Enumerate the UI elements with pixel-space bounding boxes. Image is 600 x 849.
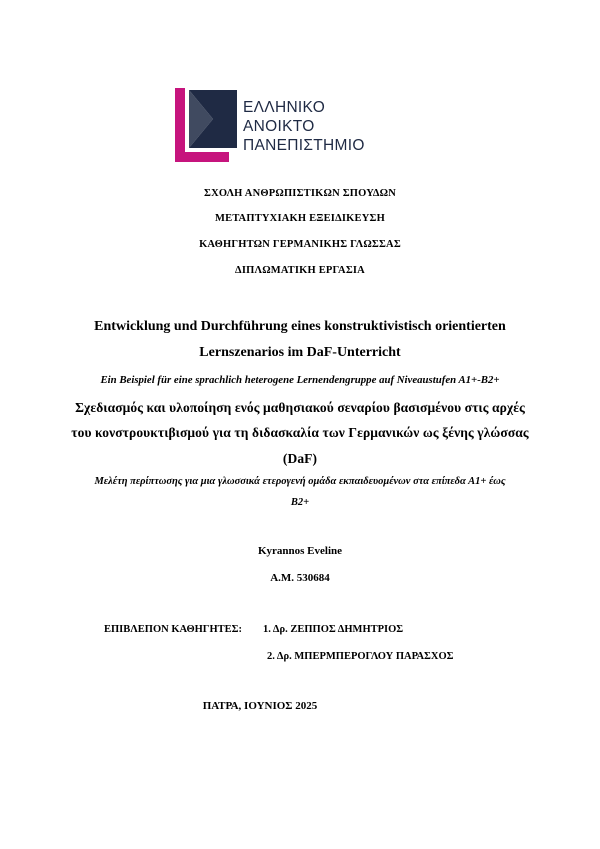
thesis-type: ΔΙΠΛΩΜΑΤΙΚΗ ΕΡΓΑΣΙΑ bbox=[235, 265, 365, 276]
title-de-line-1: Entwicklung und Durchführung eines konstruktivistisch orientierten bbox=[94, 319, 506, 334]
logo-line-3: ΠΑΝΕΠΙΣΤΗΜΙΟ bbox=[243, 137, 365, 154]
logo-line-2: ΑΝΟΙΚΤΟ bbox=[243, 118, 315, 135]
school-name: ΣΧΟΛΗ ΑΝΘΡΩΠΙΣΤΙΚΩΝ ΣΠΟΥΔΩΝ bbox=[204, 188, 396, 199]
subtitle-de: Ein Beispiel für eine sprachlich heterogene Lernendengruppe auf Niveaustufen A1+-B2+ bbox=[100, 374, 500, 386]
logo-line-1: ΕΛΛΗΝΙΚΟ bbox=[243, 99, 326, 116]
subtitle-gr-line-1: Μελέτη περίπτωσης για μια γλωσσικά ετερογενή ομάδα εκπαιδευομένων στα επίπεδα Α1+ έως bbox=[94, 476, 506, 487]
title-gr-line-2: του κονστρουκτιβισμού για τη διδασκαλία των Γερμανικών ως ξένης γλώσσας bbox=[71, 425, 529, 440]
title-gr-line-3: (DaF) bbox=[282, 451, 318, 466]
student-id: A.M. 530684 bbox=[270, 572, 330, 584]
program-name: ΜΕΤΑΠΤΥΧΙΑΚΗ ΕΞΕΙΔΙΚΕΥΣΗ bbox=[215, 213, 385, 224]
supervisors-label: ΕΠΙΒΛΕΠΟΝ ΚΑΘΗΓΗΤΕΣ: bbox=[104, 624, 243, 635]
subtitle-gr-line-2: Β2+ bbox=[290, 497, 310, 508]
university-logo bbox=[175, 88, 375, 164]
logo-text bbox=[243, 98, 365, 155]
title-gr-line-1: Σχεδιασμός και υλοποίηση ενός μαθησιακού σεναρίου βασισμένου στις αρχές bbox=[75, 400, 525, 415]
department-name: ΚΑΘΗΓΗΤΩΝ ΓΕΡΜΑΝΙΚΗΣ ΓΛΩΣΣΑΣ bbox=[199, 239, 401, 250]
author-name: Kyrannos Eveline bbox=[257, 545, 343, 557]
supervisor-2: 2. Δρ. ΜΠΕΡΜΠΕΡΟΓΛΟΥ ΠΑΡΑΣΧΟΣ bbox=[267, 651, 454, 662]
supervisor-1: 1. Δρ. ΖΕΠΠΟΣ ΔΗΜΗΤΡΙΟΣ bbox=[263, 624, 404, 635]
title-de-line-2: Lernszenarios im DaF-Unterricht bbox=[199, 345, 401, 360]
logo-mark-icon bbox=[175, 88, 239, 164]
place-date: ΠΑΤΡΑ, ΙΟΥΝΙΟΣ 2025 bbox=[202, 700, 318, 712]
